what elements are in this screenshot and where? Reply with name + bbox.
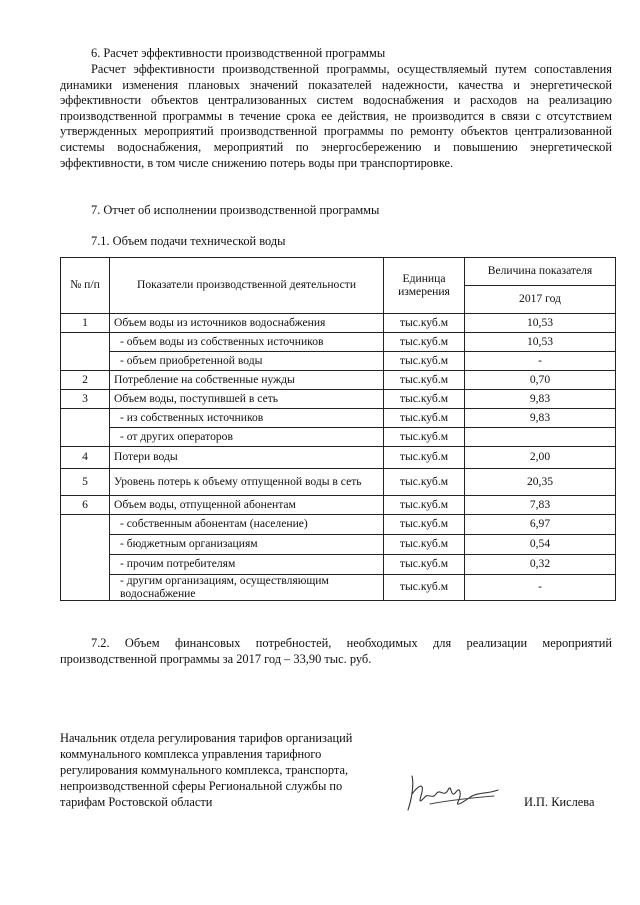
row-unit: тыс.куб.м [384,333,465,352]
signatory-line: регулирования коммунального комплекса, транспорта, [60,763,349,778]
table-row [61,333,616,352]
section-6-heading: 6. Расчет эффективности производственной программы [91,46,386,60]
row-label: - из собственных источников [110,409,384,428]
row-num: 5 [61,469,110,496]
row-value: 9,83 [465,390,616,409]
signatory-line: Начальник отдела регулирования тарифов организаций [60,731,353,745]
header-unit: Единица измерения [384,258,465,314]
row-unit: тыс.куб.м [384,535,465,555]
section-7-1-heading: 7.1. Объем подачи технической воды [91,234,286,248]
header-num: № п/п [61,258,110,314]
table-row [61,496,616,515]
signatory-position [60,730,400,810]
row-value: 9,83 [465,409,616,428]
row-unit: тыс.куб.м [384,371,465,390]
section-7-heading: 7. Отчет об исполнении производственной программы [91,203,380,217]
row-label: - собственным абонентам (население) [110,515,384,535]
row-unit: тыс.куб.м [384,390,465,409]
row-num [61,409,110,447]
row-label: - другим организациям, осуществляющим водоснабжение [110,575,384,601]
row-unit: тыс.куб.м [384,469,465,496]
signatory-name: И.П. Кислева [524,795,595,809]
row-label: - бюджетным организациям [110,535,384,555]
row-unit: тыс.куб.м [384,352,465,371]
row-label: Потери воды [110,447,384,469]
section-6-body: Расчет эффективности производственной программы, осуществляемый путем сопоставления динамики изменения плановых значений показателей надежности, качества и энергетической эффективности объектов централизованных систем водоснабжения и расходов на реализацию производственной программы в течение срока ее действия, не производится в связи с отсутствием утвержденных мероприятий производственной программы по ремонту объектов централизованной системы водоснабжения, мероприятий по энергосбережению и повышению энергетической эффективности, в том числе снижению потерь воды при транспортировке. [60,62,612,170]
table-row [61,314,616,333]
signatory-line: тарифам Ростовской области [60,795,213,810]
water-supply-table [60,257,616,601]
row-num: 4 [61,447,110,469]
table-row [61,469,616,496]
row-label: Уровень потерь к объему отпущенной воды в сеть [110,469,384,496]
table-row [61,515,616,535]
row-label: Объем воды, поступившей в сеть [110,390,384,409]
table-row [61,371,616,390]
row-value: 0,70 [465,371,616,390]
header-year: 2017 год [465,286,616,314]
row-value: 20,35 [465,469,616,496]
row-value: 10,53 [465,333,616,352]
row-unit: тыс.куб.м [384,314,465,333]
row-num: 1 [61,314,110,333]
table-row [61,428,616,447]
row-value: - [465,575,616,601]
row-unit: тыс.куб.м [384,575,465,601]
table-row [61,352,616,371]
row-unit: тыс.куб.м [384,447,465,469]
row-value: - [465,352,616,371]
table-row [61,447,616,469]
row-value: 7,83 [465,496,616,515]
table-row [61,390,616,409]
row-label: - от других операторов [110,428,384,447]
header-indicator: Показатели производственной деятельности [110,258,384,314]
row-label: Объем воды, отпущенной абонентам [110,496,384,515]
header-value-group: Величина показателя [465,258,616,286]
row-unit: тыс.куб.м [384,555,465,575]
row-value: 0,54 [465,535,616,555]
row-unit: тыс.куб.м [384,515,465,535]
row-unit: тыс.куб.м [384,428,465,447]
signatory-line: непроизводственной сферы Региональной службы по [60,779,343,794]
row-value: 2,00 [465,447,616,469]
signatory-line: коммунального комплекса управления тарифного [60,747,322,762]
row-unit: тыс.куб.м [384,409,465,428]
handwritten-signature [400,770,510,820]
row-label: Объем воды из источников водоснабжения [110,314,384,333]
row-num [61,515,110,601]
section-7-2-text: 7.2. Объем финансовых потребностей, необходимых для реализации мероприятий производственной программы за 2017 год – 33,90 тыс. руб. [60,636,612,666]
row-label: - объем воды из собственных источников [110,333,384,352]
table-row [61,555,616,575]
row-value: 10,53 [465,314,616,333]
row-label: - прочим потребителям [110,555,384,575]
row-unit: тыс.куб.м [384,496,465,515]
row-label: - объем приобретенной воды [110,352,384,371]
row-num [61,333,110,371]
row-value: 6,97 [465,515,616,535]
row-num: 2 [61,371,110,390]
table-row [61,535,616,555]
row-value: 0,32 [465,555,616,575]
row-label: Потребление на собственные нужды [110,371,384,390]
table-row [61,575,616,601]
row-num: 3 [61,390,110,409]
row-value [465,428,616,447]
row-num: 6 [61,496,110,515]
table-row [61,409,616,428]
